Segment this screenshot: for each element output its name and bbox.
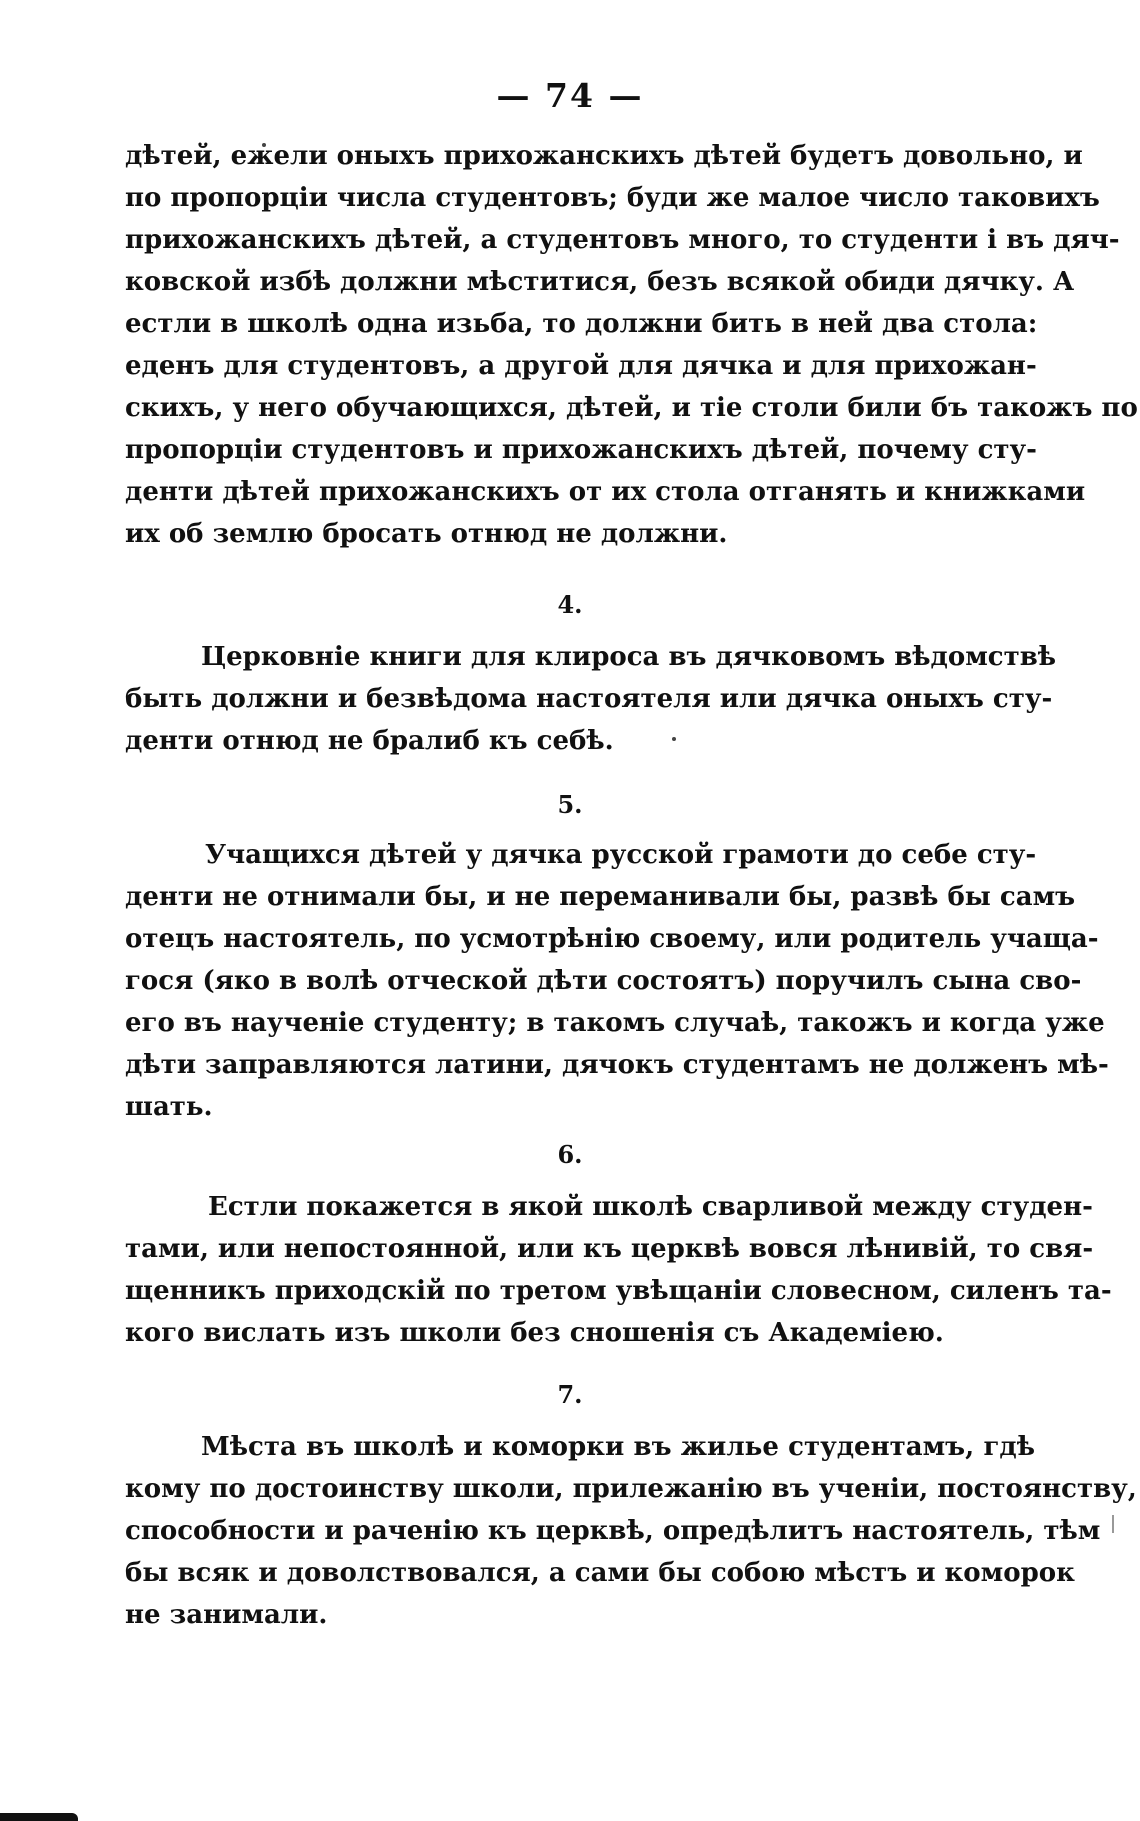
text-line: бы всяк и доволствовался, а сами бы собою мѣстъ и коморок	[125, 1558, 1075, 1588]
paragraph-5	[125, 834, 1109, 1128]
paragraph-7	[125, 1426, 1137, 1636]
paragraph-4	[125, 636, 1057, 762]
text-line: шать.	[125, 1092, 213, 1122]
text-line: Мѣста въ школѣ и коморки въ жилье студентамъ, гдѣ	[201, 1432, 1035, 1462]
text-line: не занимали.	[125, 1600, 328, 1630]
text-line: Церковніе книги для клироса въ дячковомъ вѣдомствѣ	[201, 642, 1057, 672]
text-line: Естли покажется в якой школѣ сварливой между студен-	[208, 1192, 1093, 1222]
text-line: щенникъ приходскій по третом увѣщаніи словесном, силенъ та-	[125, 1276, 1112, 1306]
scan-edge-mark	[0, 1813, 78, 1821]
section-number-7: 7.	[557, 1380, 583, 1409]
text-line: кого вислать изъ школи без сношенія съ Академіею.	[125, 1318, 944, 1348]
text-line: денти не отнимали бы, и не переманивали бы, развѣ бы самъ	[125, 882, 1076, 912]
text-line: тами, или непостоянной, или къ церквѣ вовся лѣнивій, то свя-	[125, 1234, 1094, 1264]
text-line: дѣти заправляются латини, дячокъ студентамъ не долженъ мѣ-	[125, 1050, 1109, 1080]
scan-margin-mark	[1112, 1515, 1114, 1533]
text-line: Учащихся дѣтей у дячка русской грамоти до себе сту-	[205, 840, 1037, 870]
text-line: способности и раченію къ церквѣ, опредѣлитъ настоятель, тѣм	[125, 1516, 1101, 1546]
text-line: его въ наученіе студенту; в такомъ случаѣ, такожъ и когда уже	[125, 1008, 1105, 1038]
section-number-4: 4.	[557, 590, 583, 619]
text-line: ковской избѣ должни мѣститися, безъ всякой обиди дячку. А	[125, 267, 1075, 297]
text-line: кому по достоинству школи, прилежанію въ ученіи, постоянству,	[125, 1474, 1137, 1504]
paragraph-continued	[125, 135, 1138, 555]
text-line: пропорціи студентовъ и прихожанскихъ дѣтей, почему сту-	[125, 435, 1037, 465]
print-speck	[672, 737, 676, 741]
text-line: по пропорціи числа студентовъ; буди же малое число таковихъ	[125, 183, 1100, 213]
text-line: денти дѣтей прихожанскихъ от их стола отганять и книжками	[125, 477, 1086, 507]
text-line: еденъ для студентовъ, а другой для дячка и для прихожан-	[125, 351, 1037, 381]
text-line: скихъ, у него обучающихся, дѣтей, и тіе столи били бъ такожъ по	[125, 393, 1138, 423]
text-line: гося (яко в волѣ отческой дѣти состоятъ) поручилъ сына сво-	[125, 966, 1082, 996]
text-line: денти отнюд не бралиб къ себѣ.	[125, 726, 614, 756]
text-line: дѣтей, ежели оныхъ прихожанскихъ дѣтей будетъ довольно, и	[125, 141, 1083, 171]
text-line: естли в школѣ одна изьба, то должни бить в ней два стола:	[125, 309, 1038, 339]
section-number-5: 5.	[557, 790, 583, 819]
section-number-6: 6.	[557, 1140, 583, 1169]
text-line: быть должни и безвѣдома настоятеля или дячка оныхъ сту-	[125, 684, 1053, 714]
text-line: их об землю бросать отнюд не должни.	[125, 519, 728, 549]
page-number: — 74 —	[496, 76, 644, 115]
paragraph-6	[125, 1186, 1112, 1354]
text-line: отецъ настоятель, по усмотрѣнію своему, или родитель учаща-	[125, 924, 1099, 954]
text-line: прихожанскихъ дѣтей, а студентовъ много, то студенти і въ дяч-	[125, 225, 1120, 255]
